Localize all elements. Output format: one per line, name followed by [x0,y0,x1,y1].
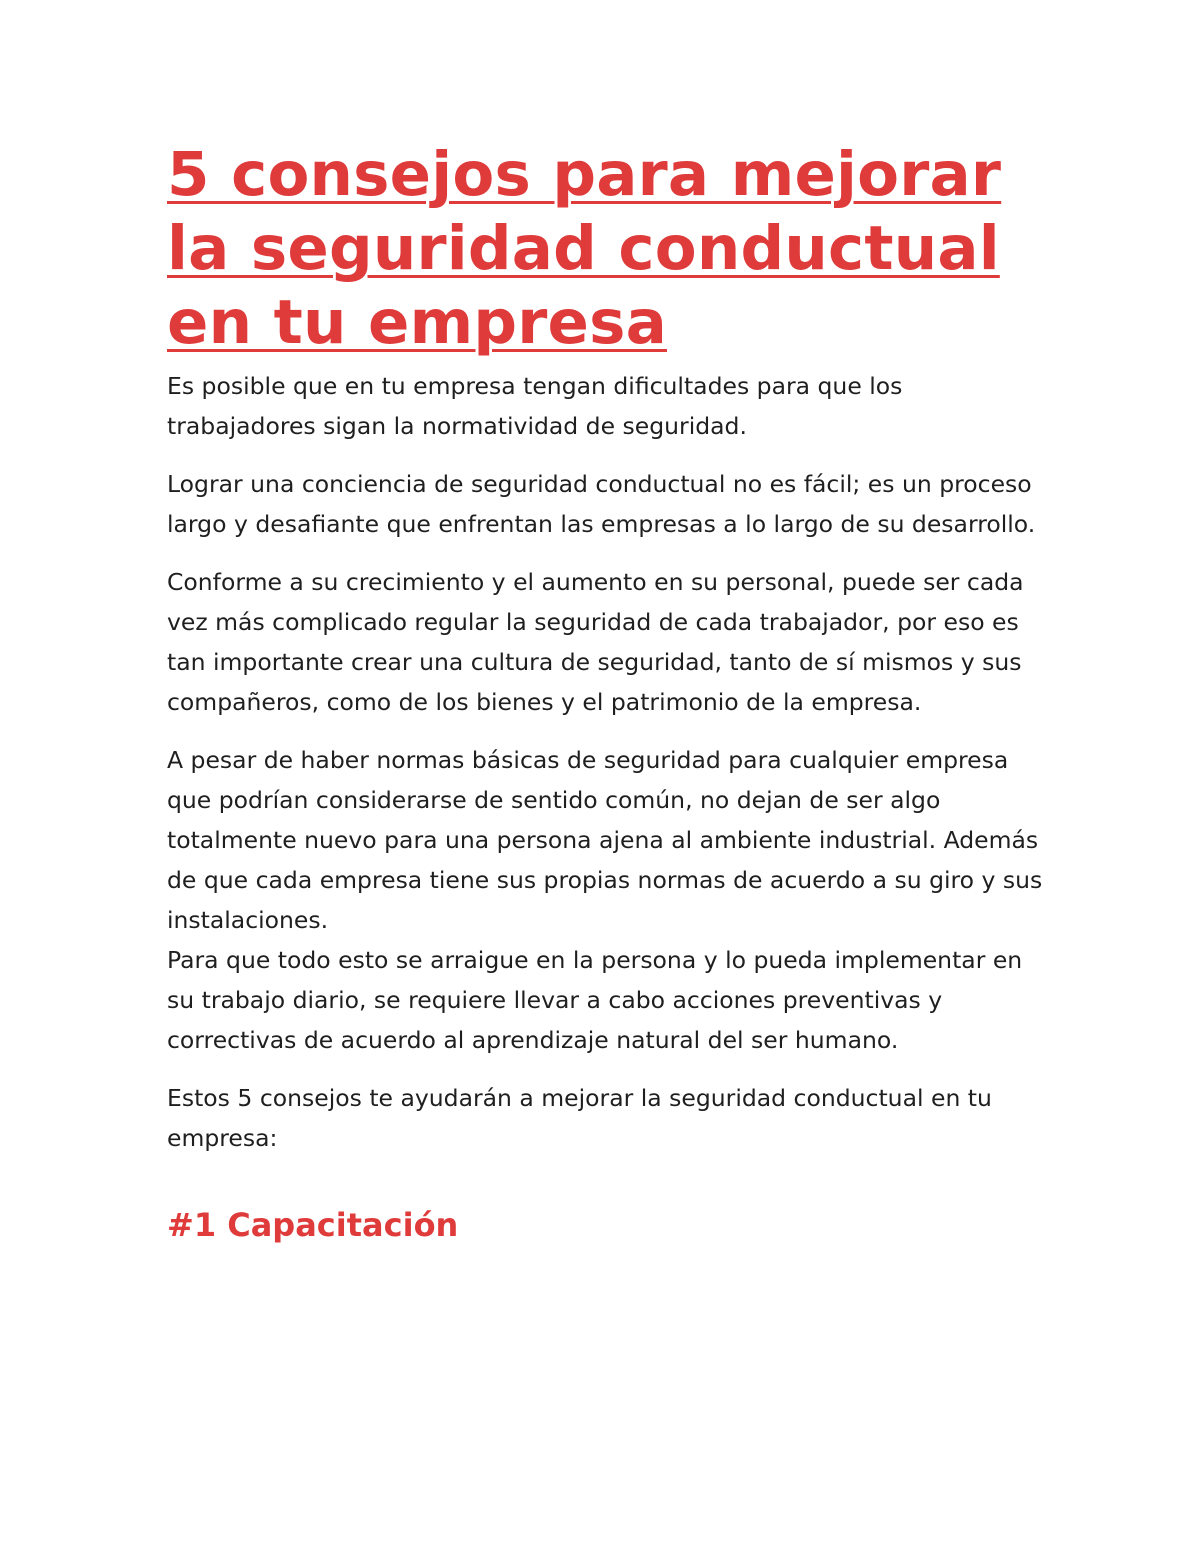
paragraph-basic-norms: A pesar de haber normas básicas de seguridad para cualquier empresa que podrían considerarse de sentido común, no dejan de ser algo totalmente nuevo para una persona ajena al ambiente industrial. Además de que cada empresa tiene sus propias normas de acuerdo a su giro y sus instalaciones. [167,746,1043,934]
document-title: 5 consejos para mejorar la seguridad conductual en tu empresa [167,139,1002,358]
paragraph-awareness: Lograr una conciencia de seguridad conductual no es fácil; es un proceso largo y desafiante que enfrentan las empresas a lo largo de su desarrollo. [167,470,1036,538]
paragraph-preventive-actions: Para que todo esto se arraigue en la persona y lo pueda implementar en su trabajo diario, se requiere llevar a cabo acciones preventivas y correctivas de acuerdo al aprendizaje natural del ser humano. [167,946,1023,1054]
paragraph-growth: Conforme a su crecimiento y el aumento en su personal, puede ser cada vez más complicado regular la seguridad de cada trabajador, por eso es tan importante crear una cultura de seguridad, tanto de sí mismos y sus compañeros, como de los bienes y el patrimonio de la empresa. [167,568,1024,716]
section-heading-capacitacion: #1 Capacitación [167,1206,459,1244]
document-page [167,138,1047,1250]
paragraph-five-tips: Estos 5 consejos te ayudarán a mejorar la seguridad conductual en tu empresa: [167,1084,992,1152]
paragraph-intro: Es posible que en tu empresa tengan dificultades para que los trabajadores sigan la normatividad de seguridad. [167,372,903,440]
